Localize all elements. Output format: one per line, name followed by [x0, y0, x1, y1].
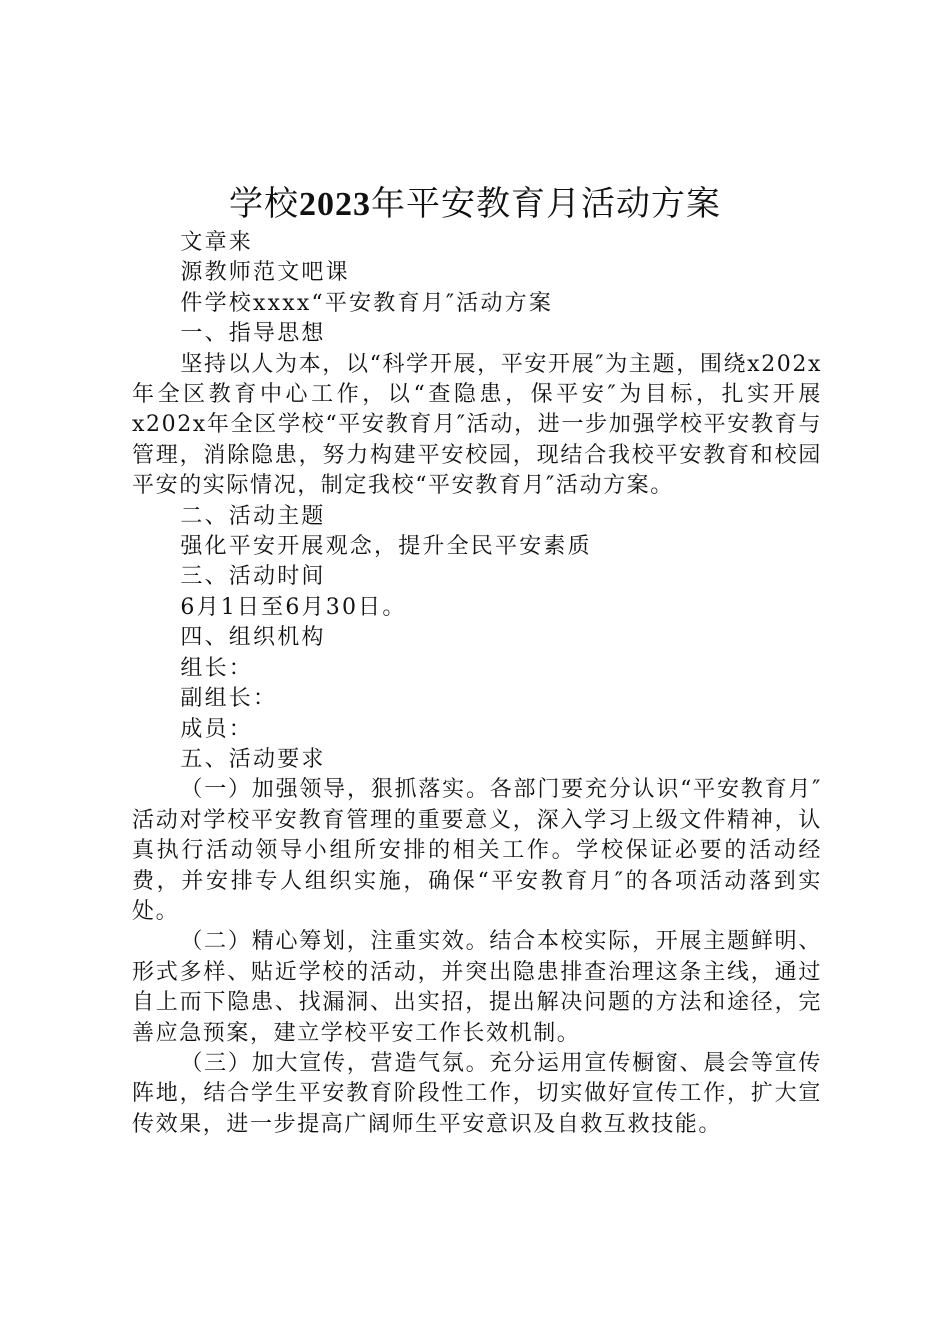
section-heading-3: 三、活动时间: [180, 564, 326, 590]
title-suffix: 年平安教育月活动方案: [371, 184, 721, 224]
paragraph-leader: 组长：: [180, 655, 253, 681]
section-heading-1: 一、指导思想: [180, 321, 326, 347]
paragraph-requirement-1: （一）加强领导，狠抓落实。各部门要充分认识“平安教育月″活动对学校平安教育管理的重要意义，深入学习上级文件精神，认真执行活动领导小组所安排的相关工作。学校保证必要的活动经费，并安排专人组织实施，确保“平安教育月″的各项活动落到实处。: [132, 777, 822, 924]
paragraph-time: 6月1日至6月30日。: [180, 594, 407, 620]
section-heading-2: 二、活动主题: [180, 503, 326, 529]
paragraph-theme: 强化平安开展观念，提升全民平安素质: [180, 534, 592, 560]
title-year: 2023: [299, 186, 371, 223]
paragraph-source-2: 源教师范文吧课: [180, 260, 350, 286]
paragraph-members: 成员：: [180, 716, 253, 742]
section-heading-5: 五、活动要求: [180, 746, 326, 772]
paragraph-heading-plan: 件学校xxxx“平安教育月″活动方案: [180, 290, 554, 316]
title-prefix: 学校: [229, 184, 299, 224]
paragraph-requirement-2: （二）精心筹划，注重实效。结合本校实际，开展主题鲜明、形式多样、贴近学校的活动，并突出隐患排查治理这条主线，通过自上而下隐患、找漏洞、出实招，提出解决问题的方法和途径，完善应急预案，建立学校平安工作长效机制。: [132, 929, 822, 1046]
paragraph-deputy-leader: 副组长：: [180, 686, 278, 712]
section-heading-4: 四、组织机构: [180, 625, 326, 651]
document-title: [0, 182, 950, 227]
document-body: [132, 228, 822, 1140]
paragraph-source-1: 文章来: [180, 230, 253, 255]
paragraph-requirement-3: （三）加大宣传，营造气氛。充分运用宣传橱窗、晨会等宣传阵地，结合学生平安教育阶段性工作，切实做好宣传工作，扩大宣传效果，进一步提高广阔师生平安意识及自救互救技能。: [132, 1050, 822, 1137]
paragraph-guiding-idea: 坚持以人为本，以“科学开展，平安开展″为主题，围绕x202x年全区教育中心工作，以“查隐患，保平安″为目标，扎实开展x202x年全区学校“平安教育月″活动，进一步加强学校平安教育与管理，消除隐患，努力构建平安校园，现结合我校平安教育和校园平安的实际情况，制定我校“平安教育月″活动方案。: [132, 351, 822, 499]
